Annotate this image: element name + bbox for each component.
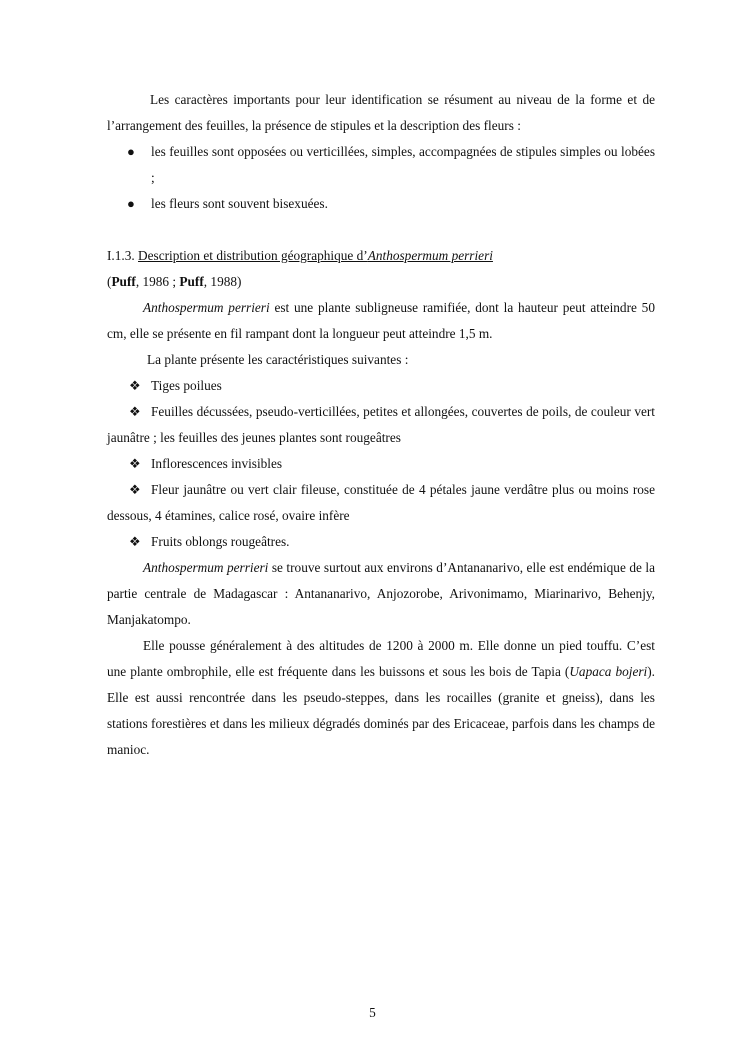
species-name: Anthospermum perrieri: [143, 300, 270, 315]
citation-author: Puff: [111, 274, 136, 289]
citation-author: Puff: [179, 274, 204, 289]
list-item: ❖ Inflorescences invisibles: [107, 451, 655, 477]
feature-bullet-list: [107, 139, 655, 217]
habitat-paragraph: Elle pousse généralement à des altitudes de 1200 à 2000 m. Elle donne un pied touffu. C’est une plante ombrophile, elle est fréquente dans les buissons et sous les bois de Tapia (Uapaca bojeri). Elle est aussi rencontrée dans les pseudo-steppes, dans les rocailles (granite et gneiss), dans les stations forestières et dans les milieux dégradés dominés par des Ericaceae, parfois dans les champs de manioc.: [107, 638, 655, 757]
diamond-bullet-icon: ❖: [129, 378, 141, 393]
section-number: I.1.3.: [107, 248, 135, 263]
section-title: Description et distribution géographique d’Anthospermum perrieri: [138, 248, 493, 263]
list-item: ❖ Tiges poilues: [107, 373, 655, 399]
list-item: [107, 139, 655, 191]
section-heading: [107, 243, 655, 269]
distribution-paragraph: Anthospermum perrieri se trouve surtout aux environs d’Antananarivo, elle est endémique de la partie centrale de Madagascar : Antananarivo, Anjozorobe, Arivonimamo, Miarinarivo, Behenjy, Manjakatompo.: [107, 560, 655, 627]
diamond-bullet-icon: ❖: [129, 534, 141, 549]
list-item: ❖ Fleur jaunâtre ou vert clair fileuse, constituée de 4 pétales jaune verdâtre plus ou moins rose dessous, 4 étamines, calice rosé, ovaire infère: [107, 477, 655, 529]
description-paragraph: Anthospermum perrieri est une plante subligneuse ramifiée, dont la hauteur peut atteindre 50 cm, elle se présente en fil rampant dont la longueur peut atteindre 1,5 m.: [107, 300, 655, 341]
list-item: [107, 191, 655, 217]
spacer: [107, 217, 655, 243]
diamond-bullet-icon: ❖: [129, 404, 141, 419]
page-number: 5: [369, 1005, 376, 1020]
intro-paragraph: Les caractères importants pour leur identification se résument au niveau de la forme et de l’arrangement des feuilles, la présence de stipules et la description des fleurs :: [107, 92, 655, 133]
section-title-species: Anthospermum perrieri: [367, 248, 493, 263]
citation: (Puff, 1986 ; Puff, 1988): [107, 274, 242, 289]
diamond-bullet-icon: ❖: [129, 482, 141, 497]
characteristics-list: [107, 373, 655, 555]
bullet-text: les feuilles sont opposées ou verticillées, simples, accompagnées de stipules simples ou lobées ;: [151, 144, 655, 185]
page-content: [107, 87, 655, 763]
bullet-text: les fleurs sont souvent bisexuées.: [151, 196, 328, 211]
bullet-dot-icon: ●: [127, 144, 135, 159]
bullet-dot-icon: ●: [127, 196, 135, 211]
list-item: ❖ Feuilles décussées, pseudo-verticillées, petites et allongées, couvertes de poils, de couleur vert jaunâtre ; les feuilles des jeunes plantes sont rougeâtres: [107, 399, 655, 451]
diamond-bullet-icon: ❖: [129, 456, 141, 471]
species-name: Anthospermum perrieri: [143, 560, 269, 575]
characteristics-intro: La plante présente les caractéristiques suivantes :: [147, 352, 409, 367]
species-name: Uapaca bojeri: [569, 664, 648, 679]
list-item: ❖ Fruits oblongs rougeâtres.: [107, 529, 655, 555]
